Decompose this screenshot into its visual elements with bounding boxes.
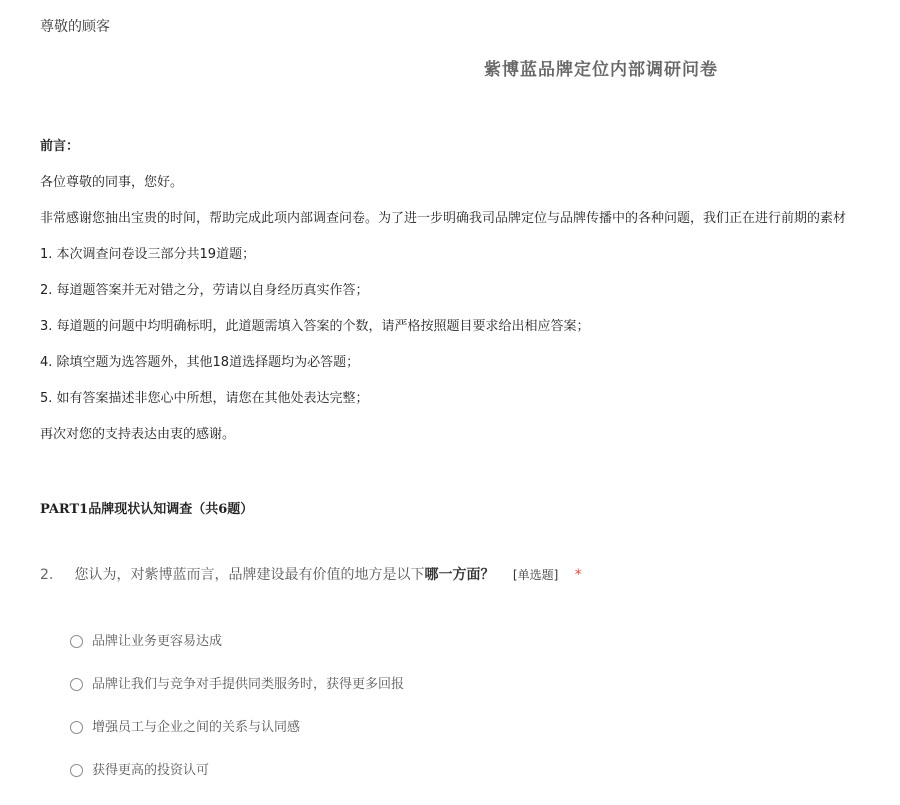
question-text-plain: 您认为，对紫博蓝而言，品牌建设最有价值的地方是以下 bbox=[74, 567, 425, 583]
intro-line: 再次对您的支持表达由衷的感谢。 bbox=[40, 427, 236, 442]
intro-line: 1. 本次调查问卷设三部分共19道题； bbox=[40, 247, 256, 262]
answer-option[interactable] bbox=[70, 719, 404, 762]
question-text bbox=[74, 567, 494, 583]
required-mark: * bbox=[574, 567, 582, 583]
part-title: PART1品牌现状认知调查（共6题） bbox=[40, 502, 254, 517]
intro-line: 非常感谢您抽出宝贵的时间，帮助完成此项内部调查问卷。为了进一步明确我司品牌定位与品牌传播中的各种问题，我们正在进行前期的素材 bbox=[40, 211, 847, 226]
radio-button-icon[interactable] bbox=[70, 764, 83, 777]
question-header bbox=[40, 564, 582, 584]
question-text-bold: 哪一方面？ bbox=[424, 567, 495, 583]
intro-line: 5. 如有答案描述非您心中所想，请您在其他处表达完整； bbox=[40, 391, 369, 406]
intro-line: 2. 每道题答案并无对错之分，劳请以自身经历真实作答； bbox=[40, 283, 369, 298]
answer-option-label: 获得更高的投资认可 bbox=[92, 763, 210, 778]
survey-title: 紫博蓝品牌定位内部调研问卷 bbox=[484, 60, 718, 80]
question-number: 2. bbox=[40, 567, 54, 583]
radio-button-icon[interactable] bbox=[70, 721, 83, 734]
radio-button-icon[interactable] bbox=[70, 678, 83, 691]
answer-option[interactable] bbox=[70, 762, 404, 805]
answer-options bbox=[70, 633, 404, 805]
answer-option[interactable] bbox=[70, 633, 404, 676]
intro-line: 3. 每道题的问题中均明确标明，此道题需填入答案的个数，请严格按照题目要求给出相应答案； bbox=[40, 319, 590, 334]
answer-option[interactable] bbox=[70, 676, 404, 719]
question-type-tag: [单选题] bbox=[512, 568, 559, 582]
preface-label: 前言： bbox=[40, 139, 80, 154]
radio-button-icon[interactable] bbox=[70, 635, 83, 648]
answer-option-label: 增强员工与企业之间的关系与认同感 bbox=[92, 720, 301, 735]
greeting-text: 尊敬的顾客 bbox=[40, 19, 110, 35]
answer-option-label: 品牌让我们与竞争对手提供同类服务时，获得更多回报 bbox=[92, 677, 405, 692]
intro-line: 各位尊敬的同事，您好。 bbox=[40, 175, 184, 190]
intro-line: 4. 除填空题为选答题外，其他18道选择题均为必答题； bbox=[40, 355, 360, 370]
answer-option-label: 品牌让业务更容易达成 bbox=[92, 634, 223, 649]
intro-section bbox=[40, 138, 900, 462]
